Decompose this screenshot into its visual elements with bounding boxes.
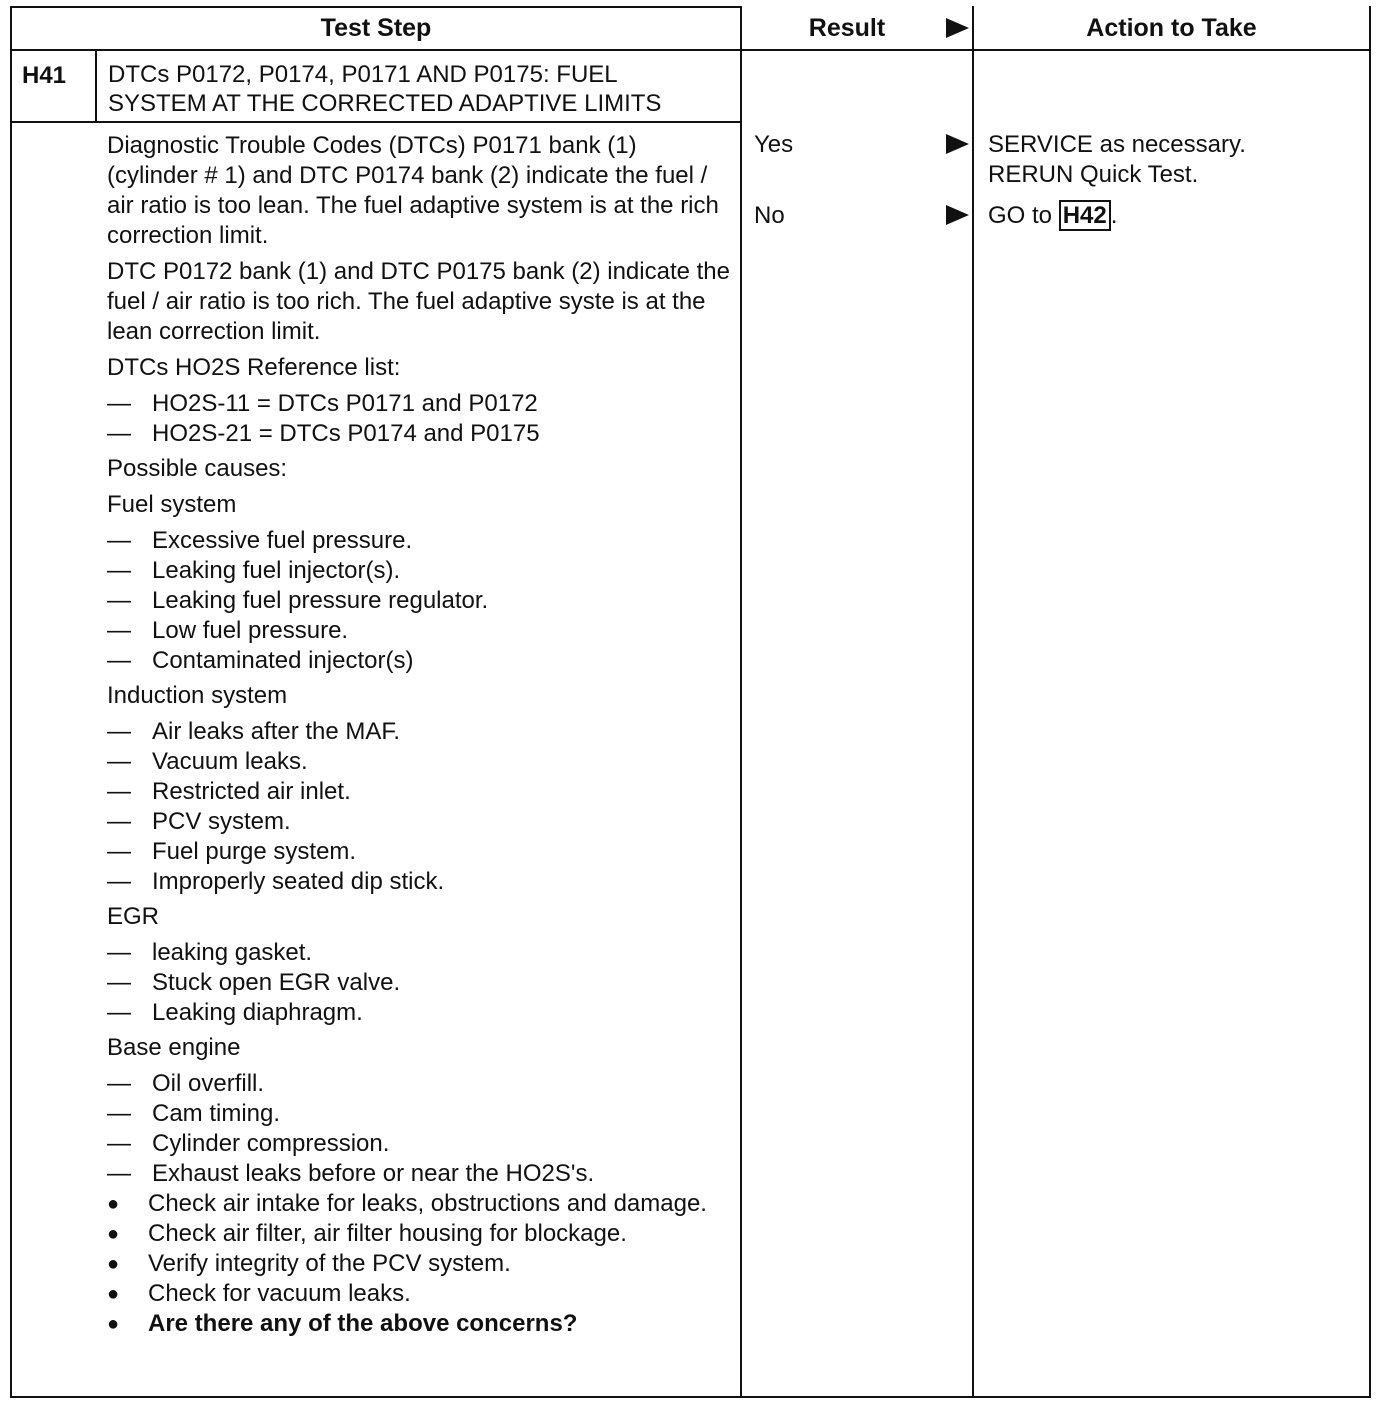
step-link-h42[interactable]: H42 <box>1059 200 1111 231</box>
group-heading-base-engine: Base engine <box>107 1034 241 1061</box>
action-yes: SERVICE as necessary. RERUN Quick Test. <box>988 131 1246 188</box>
list-item: — leaking gasket. <box>107 938 732 968</box>
step-id-divider <box>95 50 97 122</box>
reference-list <box>107 389 732 449</box>
table-border-bottom <box>10 1396 1371 1398</box>
header-test-step: Test Step <box>320 14 432 42</box>
step-id: H41 <box>22 62 67 89</box>
step-title: DTCs P0172, P0174, P0171 AND P0175: FUEL SYSTEM AT THE CORRECTED ADAPTIVE LIMITS <box>108 61 662 117</box>
table-border-top <box>10 6 741 8</box>
description-rich: DTC P0172 bank (1) and DTC P0175 bank (2) indicate the fuel / air ratio is too rich. The fuel adaptive syste is at the lean correction limit. <box>107 258 731 345</box>
list-item: — Stuck open EGR valve. <box>107 968 732 998</box>
list-item: — Fuel purge system. <box>107 837 732 867</box>
list-item: — Leaking diaphragm. <box>107 998 732 1028</box>
list-item: — Improperly seated dip stick. <box>107 867 732 897</box>
list-item: — HO2S-11 = DTCs P0171 and P0172 <box>107 389 732 419</box>
column-divider-action <box>972 6 974 1398</box>
reference-heading: DTCs HO2S Reference list: <box>107 354 401 381</box>
causes-heading: Possible causes: <box>107 455 288 482</box>
list-item: — Exhaust leaks before or near the HO2S's. <box>107 1159 732 1189</box>
group-heading-egr: EGR <box>107 903 160 930</box>
list-item: — Contaminated injector(s) <box>107 646 732 676</box>
list-item: — HO2S-21 = DTCs P0174 and P0175 <box>107 419 732 449</box>
question: ● Are there any of the above concerns? <box>107 1309 732 1339</box>
list-item: — Vacuum leaks. <box>107 747 732 777</box>
arrow-icon <box>944 17 970 39</box>
group-heading-induction: Induction system <box>107 682 288 709</box>
base-engine-list <box>107 1069 732 1189</box>
list-item: ● Verify integrity of the PCV system. <box>107 1249 732 1279</box>
egr-list <box>107 938 732 1028</box>
list-item: — Leaking fuel pressure regulator. <box>107 586 732 616</box>
fuel-system-list <box>107 526 732 676</box>
test-step-content <box>107 131 732 1339</box>
list-item: — Air leaks after the MAF. <box>107 717 732 747</box>
list-item: — Restricted air inlet. <box>107 777 732 807</box>
list-item: — Excessive fuel pressure. <box>107 526 732 556</box>
list-item: — Low fuel pressure. <box>107 616 732 646</box>
list-item: — Cylinder compression. <box>107 1129 732 1159</box>
arrow-icon <box>944 133 970 155</box>
header-divider <box>10 49 1371 51</box>
table-border-right <box>1369 6 1371 1398</box>
list-item: ● Check for vacuum leaks. <box>107 1279 732 1309</box>
header-result: Result <box>808 14 886 42</box>
list-item: ● Check air filter, air filter housing for blockage. <box>107 1219 732 1249</box>
result-yes: Yes <box>754 131 794 158</box>
checks-list <box>107 1189 732 1339</box>
step-title-divider <box>10 121 741 123</box>
result-no: No <box>754 202 785 229</box>
induction-system-list <box>107 717 732 897</box>
list-item: — Cam timing. <box>107 1099 732 1129</box>
header-action: Action to Take <box>1086 14 1257 42</box>
action-no: GO to H42 . <box>988 202 1118 229</box>
description-lean: Diagnostic Trouble Codes (DTCs) P0171 bank (1) (cylinder # 1) and DTC P0174 bank (2) indicate the fuel / air ratio is too lean. The fuel adaptive system is at the rich correction limit. <box>107 132 719 249</box>
list-item: ● Check air intake for leaks, obstructions and damage. <box>107 1189 732 1219</box>
group-heading-fuel: Fuel system <box>107 491 237 518</box>
list-item: — Oil overfill. <box>107 1069 732 1099</box>
table-border-left <box>10 6 12 1398</box>
arrow-icon <box>944 204 970 226</box>
column-divider-result <box>740 6 742 1398</box>
list-item: — Leaking fuel injector(s). <box>107 556 732 586</box>
list-item: — PCV system. <box>107 807 732 837</box>
